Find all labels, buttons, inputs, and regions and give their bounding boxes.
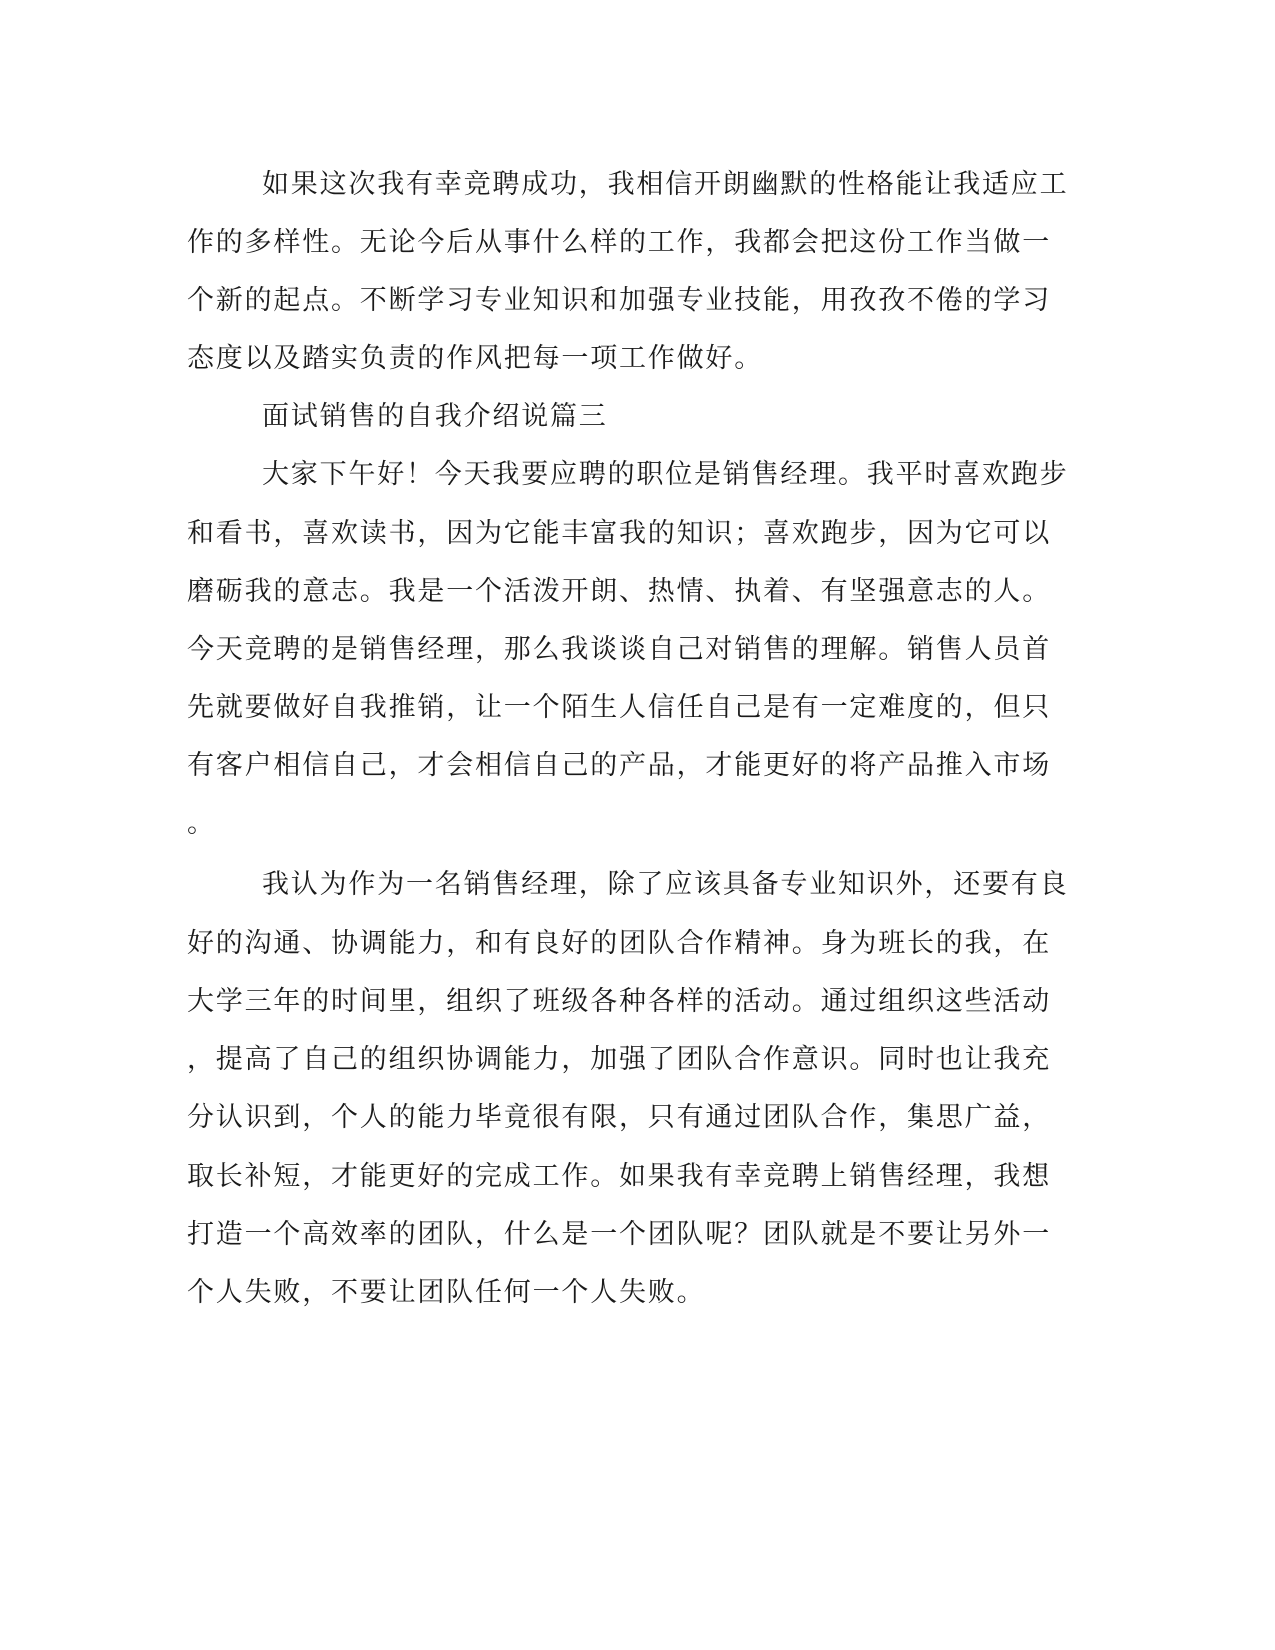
paragraph-1-line-2: 作的多样性。无论今后从事什么样的工作，我都会把这份工作当做一	[187, 227, 1051, 258]
paragraph-2-line-2: 和看书，喜欢读书，因为它能丰富我的知识；喜欢跑步，因为它可以	[187, 518, 1051, 549]
paragraph-3-line-5: 分认识到，个人的能力毕竟很有限，只有通过团队合作，集思广益，	[187, 1102, 1051, 1133]
paragraph-3-line-2: 好的沟通、协调能力，和有良好的团队合作精神。身为班长的我，在	[187, 928, 1051, 959]
paragraph-2-line-1: 大家下午好！今天我要应聘的职位是销售经理。我平时喜欢跑步	[262, 459, 1069, 490]
paragraph-3-line-6: 取长补短，才能更好的完成工作。如果我有幸竞聘上销售经理，我想	[187, 1161, 1051, 1192]
paragraph-1-line-3: 个新的起点。不断学习专业知识和加强专业技能，用孜孜不倦的学习	[187, 285, 1051, 316]
paragraph-1-line-4: 态度以及踏实负责的作风把每一项工作做好。	[187, 343, 763, 374]
paragraph-1-line-1: 如果这次我有幸竞聘成功，我相信开朗幽默的性格能让我适应工	[262, 169, 1069, 200]
paragraph-2-line-3: 磨砺我的意志。我是一个活泼开朗、热情、执着、有坚强意志的人。	[187, 576, 1051, 607]
paragraph-3-line-4: ，提高了自己的组织协调能力，加强了团队合作意识。同时也让我充	[187, 1044, 1051, 1075]
paragraph-3-line-1: 我认为作为一名销售经理，除了应该具备专业知识外，还要有良	[262, 869, 1069, 900]
paragraph-2-line-5: 先就要做好自我推销，让一个陌生人信任自己是有一定难度的，但只	[187, 692, 1051, 723]
paragraph-2-line-7: 。	[187, 808, 216, 839]
paragraph-3-line-7: 打造一个高效率的团队，什么是一个团队呢？团队就是不要让另外一	[187, 1219, 1051, 1250]
paragraph-2-line-6: 有客户相信自己，才会相信自己的产品，才能更好的将产品推入市场	[187, 750, 1051, 781]
paragraph-3-line-8: 个人失败，不要让团队任何一个人失败。	[187, 1277, 706, 1308]
paragraph-3-line-3: 大学三年的时间里，组织了班级各种各样的活动。通过组织这些活动	[187, 986, 1051, 1017]
section-heading: 面试销售的自我介绍说篇三	[262, 401, 608, 432]
paragraph-2-line-4: 今天竞聘的是销售经理，那么我谈谈自己对销售的理解。销售人员首	[187, 634, 1051, 665]
